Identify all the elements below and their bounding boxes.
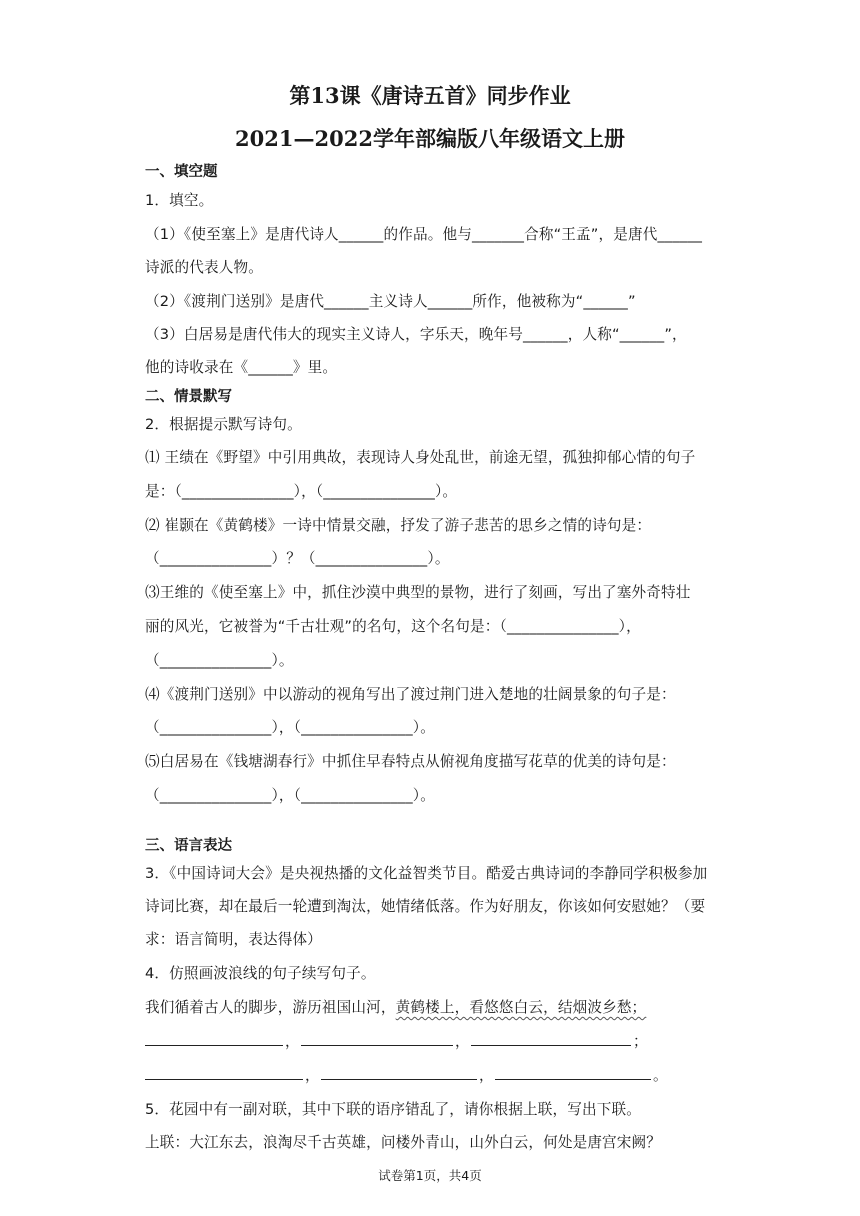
answer-blank[interactable] [301,1045,453,1046]
page-footer: 试卷第1页，共4页 [378,1168,482,1183]
section-heading-fill-blank: 一、填空题 [145,164,218,180]
answer-blank[interactable] [471,1045,631,1046]
section-heading-language-expression: 三、语言表达 [145,838,232,854]
question-1-line: （1）《使至塞上》是唐代诗人______的作品。他与_______合称“王孟”，是唐代______ [145,226,703,243]
question-2-line: 是：（_______________），（_______________）。 [145,483,458,500]
question-1-line: 诗派的代表人物。 [145,259,263,276]
answer-row-1 [145,1030,720,1052]
row-punctuation: ， [455,1033,470,1050]
question-4-prompt [145,996,720,1017]
question-1-stem: 1．填空。 [145,192,214,209]
question-2-line: ⑷《渡荆门送别》中以游动的视角写出了渡过荆门进入楚地的壮阔景象的句子是： [145,686,676,703]
answer-blank[interactable] [145,1079,303,1080]
question-2-line: （_______________），（_______________）。 [145,719,435,736]
question-2-line: （_______________），（_______________）。 [145,787,435,804]
answer-blank[interactable] [321,1079,477,1080]
question-3-line: 求：语言简明，表达得体） [145,931,322,948]
section-heading-dictation: 二、情景默写 [145,389,232,405]
answer-blank[interactable] [495,1079,651,1080]
question-2-line: （_______________）。 [145,652,294,669]
question-1-line: 他的诗收录在《______》里。 [145,359,338,376]
question-3-line: 诗词比赛，却在最后一轮遭到淘汰，她情绪低落。作为好朋友，你该如何安慰她？（要 [145,898,706,915]
question-1-line: （3）白居易是唐代伟大的现实主义诗人，字乐天，晚年号______，人称“______”， [145,326,687,343]
question-2-line: 丽的风光，它被誉为“千古壮观”的名句，这个名句是：（_______________）， [145,618,641,635]
question-2-line: ⑴ 王绩在《野望》中引用典故，表现诗人身处乱世，前途无望，孤独抑郁心情的句子 [145,449,696,466]
question-2-line: （_______________）？（_______________）。 [145,550,450,567]
question-3-line: 3．《中国诗词大会》是央视热播的文化益智类节目。酷爱古典诗词的李静同学积极参加 [145,865,708,882]
row-punctuation: ， [285,1033,300,1050]
row-punctuation: ， [305,1067,320,1084]
question-2-line: ⑸白居易在《钱塘湖春行》中抓住早春特点从俯视角度描写花草的优美的诗句是： [145,753,676,770]
question-4-stem: 4．仿照画波浪线的句子续写句子。 [145,965,376,982]
question-2-stem: 2．根据提示默写诗句。 [145,416,302,433]
row-punctuation: ， [479,1067,494,1084]
document-subtitle: 2021—2022学年部编版八年级语文上册 [235,126,625,151]
question-1-line: （2）《渡荆门送别》是唐代______主义诗人______所作，他被称为“______” [145,293,636,310]
answer-row-2 [145,1064,720,1086]
document-title: 第13课《唐诗五首》同步作业 [289,83,571,108]
wavy-underlined-sentence: 黄鹤楼上，看悠悠白云，结烟波乡愁； [395,999,647,1016]
row-punctuation: 。 [653,1067,668,1084]
answer-blank[interactable] [145,1045,283,1046]
question-5-upper-couplet: 上联：大江东去，浪淘尽千古英雄，问楼外青山，山外白云，何处是唐宫宋阙？ [145,1134,662,1151]
question-2-line: ⑵ 崔颢在《黄鹤楼》一诗中情景交融，抒发了游子悲苦的思乡之情的诗句是： [145,517,652,534]
question-4-prompt-lead: 我们循着古人的脚步，游历祖国山河， [145,999,396,1016]
row-punctuation: ； [633,1033,648,1050]
question-5-stem: 5．花园中有一副对联，其中下联的语序错乱了，请你根据上联，写出下联。 [145,1101,641,1118]
question-2-line: ⑶王维的《使至塞上》中，抓住沙漠中典型的景物，进行了刻画，写出了塞外奇特壮 [145,584,691,601]
